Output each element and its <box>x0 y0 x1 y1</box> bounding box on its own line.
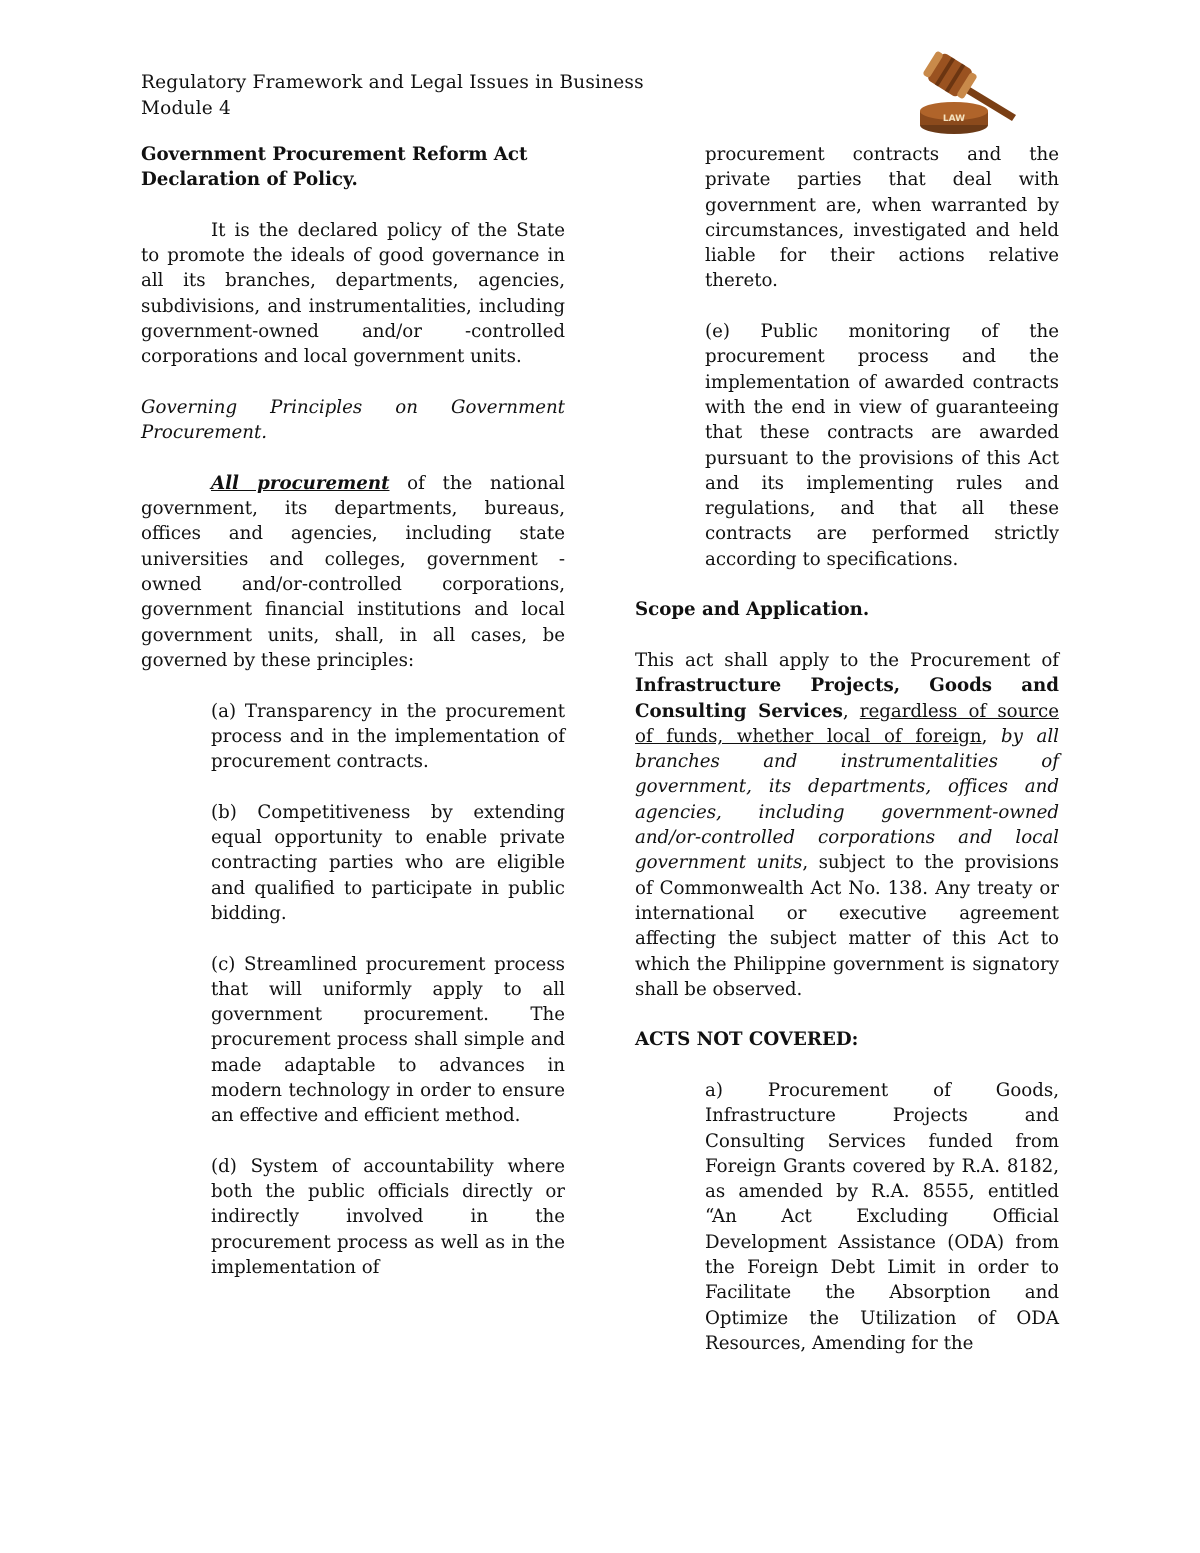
principles-intro <box>141 471 565 673</box>
declaration-heading: Declaration of Policy. <box>141 169 358 191</box>
scope-paragraph <box>635 648 1059 1002</box>
scope-italic: by all branches and instrumentalities of government, its departments, offices and agencies, including government-owned and/or-controlled corporations and local government units <box>635 725 1059 874</box>
scope-bold: Infrastructure Projects, Goods and Consulting Services <box>635 675 1059 722</box>
principle-d: (d) System of accountability where both the public officials directly or indirectly involved in the procurement process as well as in the implementation of <box>211 1155 565 1279</box>
scope-heading: Scope and Application. <box>635 599 870 621</box>
all-procurement-emphasis: All procurement <box>211 472 390 494</box>
policy-paragraph: It is the declared policy of the State to promote the ideals of good governance in all its branches, departments, agencies, subdivisions, and instrumentalities, including government-owned and/or -controlled corporations and local government units. <box>141 219 565 368</box>
principle-e: (e) Public monitoring of the procurement process and the implementation of awarded contracts with the end in view of guaranteeing that these contracts are awarded pursuant to the provisions of this Act and its implementing rules and regulations, and that all these contracts are performed strictly according to specifications. <box>705 321 1059 570</box>
page-header <box>141 70 644 122</box>
module-label: Module 4 <box>141 98 231 119</box>
svg-text:LAW: LAW <box>942 114 966 124</box>
principle-b: (b) Competitiveness by extending equal opportunity to enable private contracting parties who are eligible and qualified to participate in public bidding. <box>211 801 565 924</box>
section-title: Government Procurement Reform Act <box>141 144 528 165</box>
right-column <box>635 142 1059 1356</box>
principles-heading: Governing Principles on Government Procurement. <box>141 396 565 444</box>
scope-text-4: , subject to the provisions of Commonwealth Act No. 138. Any treaty or international or executive agreement affecting the subject matter of this Act to which the Philippine government is signatory shall be observed. <box>635 852 1059 1000</box>
principle-a: (a) Transparency in the procurement process and in the implementation of procurement contracts. <box>211 700 565 773</box>
scope-text-1: This act shall apply to the Procurement of <box>635 649 1059 671</box>
scope-underline: regardless of source of funds, whether local of foreign <box>635 700 1059 747</box>
scope-text-3: , <box>981 725 1002 747</box>
gavel-law-icon <box>912 45 1024 137</box>
left-column <box>141 142 565 1280</box>
acts-not-covered-heading: ACTS NOT COVERED: <box>635 1029 859 1051</box>
principle-c: (c) Streamlined procurement process that will uniformly apply to all government procurement. The procurement process shall simple and made adaptable to advances in modern technology in order to ensure an effective and efficient method. <box>211 953 565 1127</box>
acts-item-a: a) Procurement of Goods, Infrastructure Projects and Consulting Services funded from Foreign Grants covered by R.A. 8182, as amended by R.A. 8555, entitled “An Act Excluding Official Development Assistance (ODA) from the Foreign Debt Limit in order to Facilitate the Absorption and Optimize the Utilization of ODA Resources, Amending for the <box>705 1079 1059 1354</box>
scope-text-2: , <box>842 700 860 722</box>
principle-d-continued: procurement contracts and the private parties that deal with government are, when warranted by circumstances, investigated and held liable for their actions relative thereto. <box>705 144 1059 292</box>
principles-intro-text: of the national government, its departments, bureaus, offices and agencies, including state universities and colleges, government - owned and/or-controlled corporations, government financial institutions and local government units, shall, in all cases, be governed by these principles: <box>141 472 565 671</box>
course-title: Regulatory Framework and Legal Issues in Business <box>141 72 644 93</box>
